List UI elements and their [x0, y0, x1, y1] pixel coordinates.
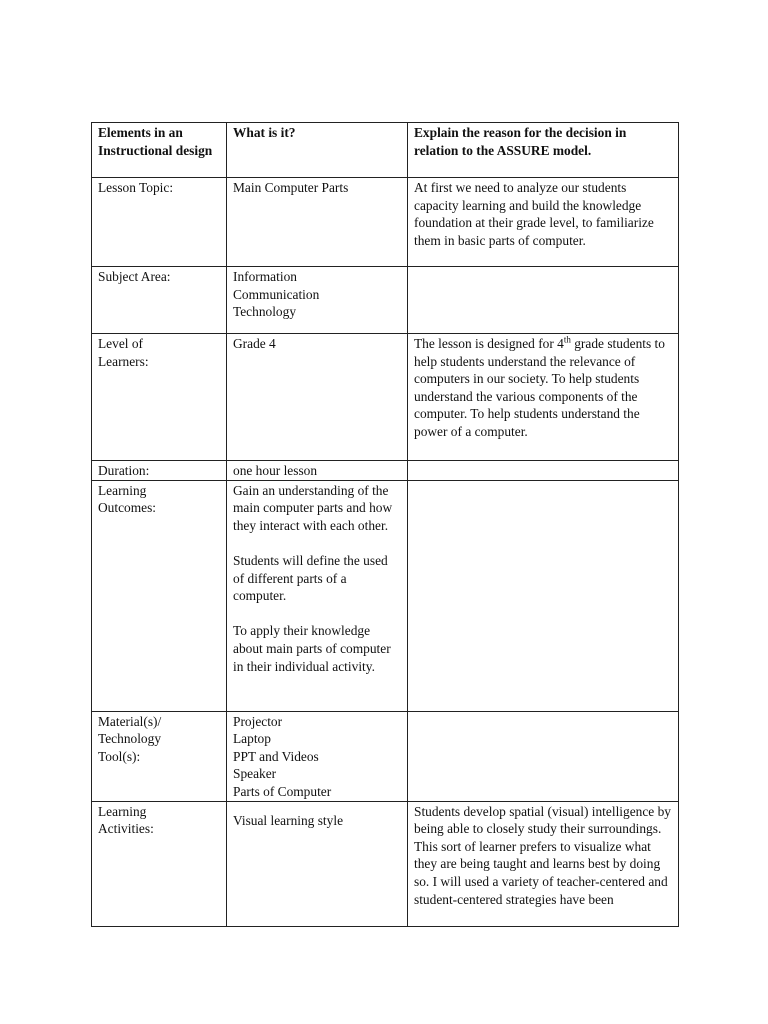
- lesson-topic-value: Main Computer Parts: [227, 178, 408, 267]
- learning-outcomes-reason: [408, 480, 679, 711]
- table-row-lesson-topic: [92, 178, 679, 267]
- learning-outcomes-label: Learning Outcomes:: [92, 480, 227, 711]
- level-of-learners-reason: [408, 334, 679, 461]
- duration-label: Duration:: [92, 461, 227, 481]
- learning-activities-reason: Students develop spatial (visual) intelligence by being able to closely study their surroundings. This sort of learner prefers to visualize what they are being taught and learns best by doing so. I will used a variety of teacher-centered and student-centered strategies have been: [408, 801, 679, 926]
- learning-outcomes-value: [227, 480, 408, 711]
- learning-activities-value: [227, 801, 408, 926]
- table-row-learning-activities: [92, 801, 679, 926]
- table-row-level-of-learners: [92, 334, 679, 461]
- materials-reason: [408, 711, 679, 801]
- level-reason-superscript: th: [563, 334, 571, 345]
- instructional-design-table: [91, 122, 679, 927]
- learning-activities-value-text: Visual learning style: [233, 812, 344, 828]
- learning-activities-label: Learning Activities:: [92, 801, 227, 926]
- level-reason-text-start: The lesson is designed for 4: [414, 336, 564, 351]
- materials-label: Material(s)/ Technology Tool(s):: [92, 711, 227, 801]
- table-row-learning-outcomes: [92, 480, 679, 711]
- level-of-learners-value: Grade 4: [227, 334, 408, 461]
- level-reason-text-end: grade students to help students understand the relevance of computers in our society. To help students understand the various components of the computer. To help students understand the power of a computer.: [414, 336, 665, 439]
- learning-outcome-item: Gain an understanding of the main computer parts and how they interact with each other.: [233, 482, 393, 533]
- table-row-materials: [92, 711, 679, 801]
- table-row-subject-area: [92, 267, 679, 334]
- learning-outcome-item: Students will define the used of different parts of a computer.: [233, 552, 388, 604]
- lesson-topic-label: Lesson Topic:: [92, 178, 227, 267]
- subject-area-label: Subject Area:: [92, 267, 227, 334]
- level-of-learners-label: Level of Learners:: [92, 334, 227, 461]
- duration-reason: [408, 461, 679, 481]
- header-what-is-it: What is it?: [227, 123, 408, 178]
- header-reason: Explain the reason for the decision in relation to the ASSURE model.: [408, 123, 679, 178]
- materials-value: Projector Laptop PPT and Videos Speaker Parts of Computer: [227, 711, 408, 801]
- table-header-row: [92, 123, 679, 178]
- header-element: Elements in an Instructional design: [92, 123, 227, 178]
- learning-outcome-item: To apply their knowledge about main parts of computer in their individual activity.: [233, 623, 391, 674]
- lesson-topic-reason: At first we need to analyze our students capacity learning and build the knowledge foundation at their grade level, to familiarize them in basic parts of computer.: [408, 178, 679, 267]
- duration-value: one hour lesson: [227, 461, 408, 481]
- subject-area-reason: [408, 267, 679, 334]
- table-row-duration: [92, 461, 679, 481]
- subject-area-value: Information Communication Technology: [227, 267, 408, 334]
